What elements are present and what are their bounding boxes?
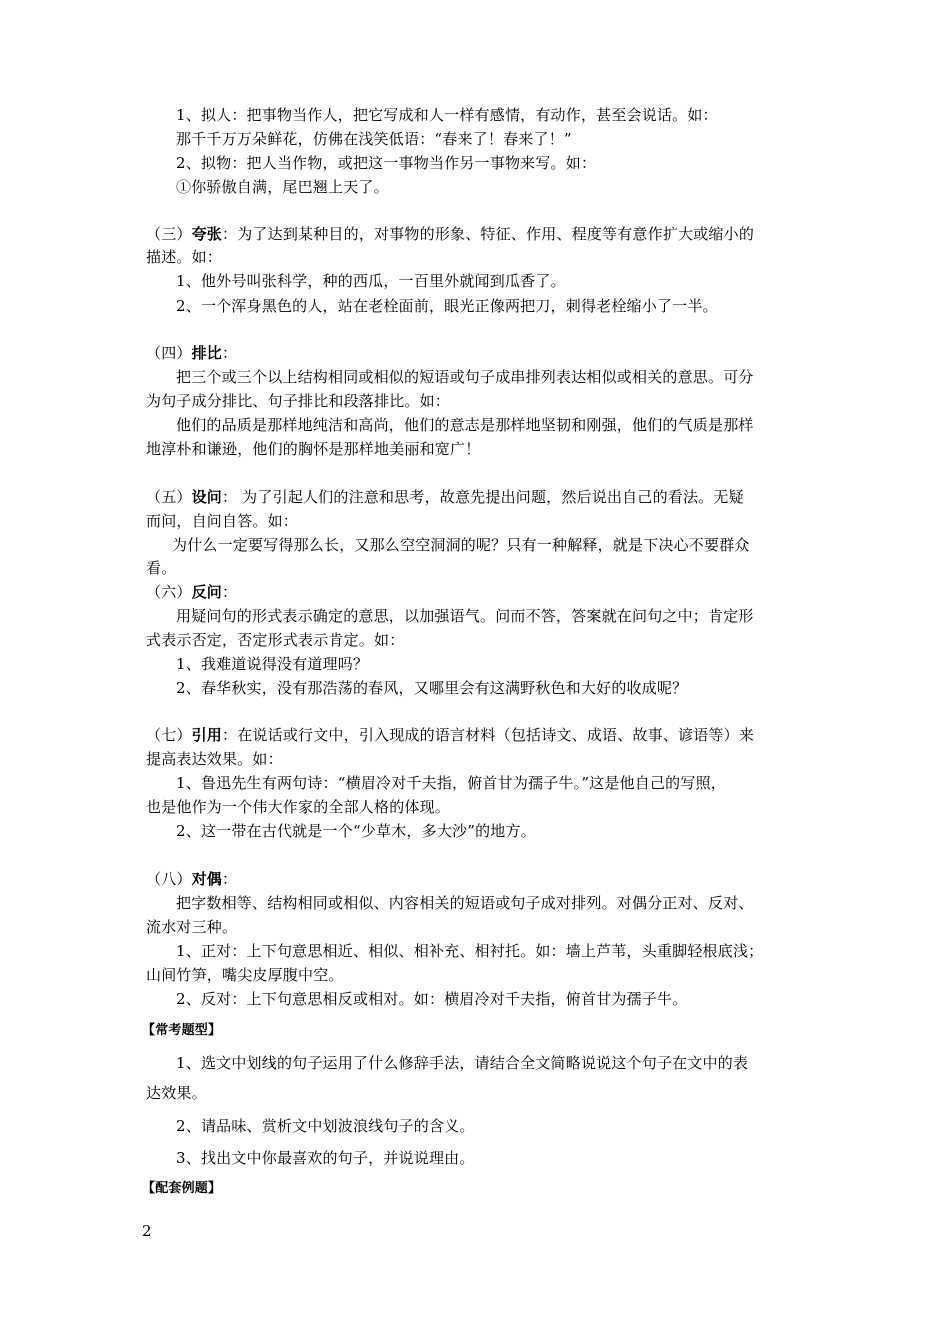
- text-line: 那千千万万朵鲜花，仿佛在浅笑低语：“春来了！春来了！”: [176, 130, 572, 148]
- section-heading-parallelism: [146, 342, 826, 364]
- text-line: 山间竹笋，嘴尖皮厚腹中空。: [146, 966, 344, 984]
- heading-number: （八）: [146, 870, 192, 888]
- text-line: 2、反对：上下句意思相反或相对。如：横眉冷对千夫指，俯首甘为孺子牛。: [176, 990, 688, 1008]
- text-line: 他们的品质是那样地纯洁和高尚，他们的意志是那样地坚韧和刚强，他们的气质是那样: [176, 416, 754, 434]
- section-label-examples: 【配套例题】: [142, 1181, 222, 1196]
- heading-text: ：: [222, 583, 238, 601]
- section-heading-hyperbole: [146, 223, 826, 245]
- section-heading-counter-question: [146, 581, 826, 603]
- page-number: 2: [142, 1222, 152, 1240]
- text-line: 1、正对：上下句意思相近、相似、相补充、相衬托。如：墙上芦苇，头重脚轻根底浅；: [176, 942, 764, 960]
- section-heading-quotation: [146, 724, 826, 746]
- text-line: 2、拟物：把人当作物，或把这一事物当作另一事物来写。如：: [176, 154, 597, 172]
- text-line: 也是他作为一个伟大作家的全部人格的体现。: [146, 798, 451, 816]
- question-item: 1、选文中划线的句子运用了什么修辞手法，请结合全文简略说说这个句子在文中的表: [176, 1054, 749, 1072]
- text-line: 为什么一定要写得那么长，又那么空空洞洞的呢？只有一种解释，就是下决心不要群众: [172, 536, 750, 554]
- heading-text: ：: [222, 344, 238, 362]
- text-line: 2、这一带在古代就是一个“少草木，多大沙”的地方。: [176, 822, 536, 840]
- heading-term: 排比: [191, 344, 223, 362]
- heading-text: ：: [222, 870, 238, 888]
- text-line: 提高表达效果。如：: [146, 750, 283, 768]
- heading-number: （四）: [146, 344, 192, 362]
- text-line: 式表示否定，否定形式表示肯定。如：: [146, 631, 405, 649]
- question-item: 3、找出文中你最喜欢的句子，并说说理由。: [176, 1149, 475, 1167]
- heading-text: ：在说话或行文中，引入现成的语言材料（包括诗文、成语、故事、谚语等）来: [222, 726, 755, 744]
- text-line: 流水对三种。: [146, 918, 238, 936]
- text-line: 把三个或三个以上结构相同或相似的短语或句子成串排列表达相似或相关的意思。可分: [176, 368, 754, 386]
- section-label-common-questions: 【常考题型】: [142, 1023, 222, 1038]
- heading-number: （七）: [146, 726, 192, 744]
- text-line: 2、春华秋实，没有那浩荡的春风，又哪里会有这满野秋色和大好的收成呢？: [176, 679, 688, 697]
- section-heading-rhetorical-question: [146, 486, 826, 508]
- text-line: 用疑问句的形式表示确定的意思，以加强语气。问而不答，答案就在问句之中；肯定形: [176, 607, 754, 625]
- heading-number: （六）: [146, 583, 192, 601]
- text-line: 描述。如：: [146, 248, 223, 266]
- text-line: 2、一个浑身黑色的人，站在老栓面前，眼光正像两把刀，刺得老栓缩小了一半。: [176, 297, 718, 315]
- text-line: 为句子成分排比、句子排比和段落排比。如：: [146, 392, 451, 410]
- question-item-continued: 达效果。: [146, 1084, 207, 1102]
- heading-number: （三）: [146, 225, 192, 243]
- heading-text: ：为了达到某种目的，对事物的形象、特征、作用、程度等有意作扩大或缩小的: [222, 225, 755, 243]
- text-line: 看。: [146, 559, 177, 577]
- text-line: 1、我难道说得没有道理吗？: [176, 655, 369, 673]
- text-line: ①你骄傲自满，尾巴翘上天了。: [176, 178, 389, 196]
- heading-text: ： 为了引起人们的注意和思考，故意先提出问题，然后说出自己的看法。无疑: [222, 488, 744, 506]
- section-heading-antithesis: [146, 868, 826, 890]
- question-item: 2、请品味、赏析文中划波浪线句子的含义。: [176, 1117, 475, 1135]
- text-line: 而问，自问自答。如：: [146, 512, 299, 530]
- text-line: 把字数相等、结构相同或相似、内容相关的短语或句子成对排列。对偶分正对、反对、: [176, 894, 754, 912]
- text-line: 1、拟人：把事物当作人，把它写成和人一样有感情，有动作，甚至会说话。如：: [176, 106, 718, 124]
- heading-term: 引用: [191, 726, 223, 744]
- heading-term: 反问: [191, 583, 223, 601]
- text-line: 1、他外号叫张科学，种的西瓜，一百里外就闻到瓜香了。: [176, 272, 566, 290]
- heading-term: 夸张: [191, 225, 223, 243]
- heading-number: （五）: [146, 488, 192, 506]
- heading-term: 设问: [191, 488, 223, 506]
- text-line: 1、鲁迅先生有两句诗：“横眉冷对千夫指，俯首甘为孺子牛。”这是他自己的写照，: [176, 774, 726, 792]
- text-line: 地淳朴和谦逊，他们的胸怀是那样地美丽和宽广！: [146, 440, 481, 458]
- heading-term: 对偶: [191, 870, 223, 888]
